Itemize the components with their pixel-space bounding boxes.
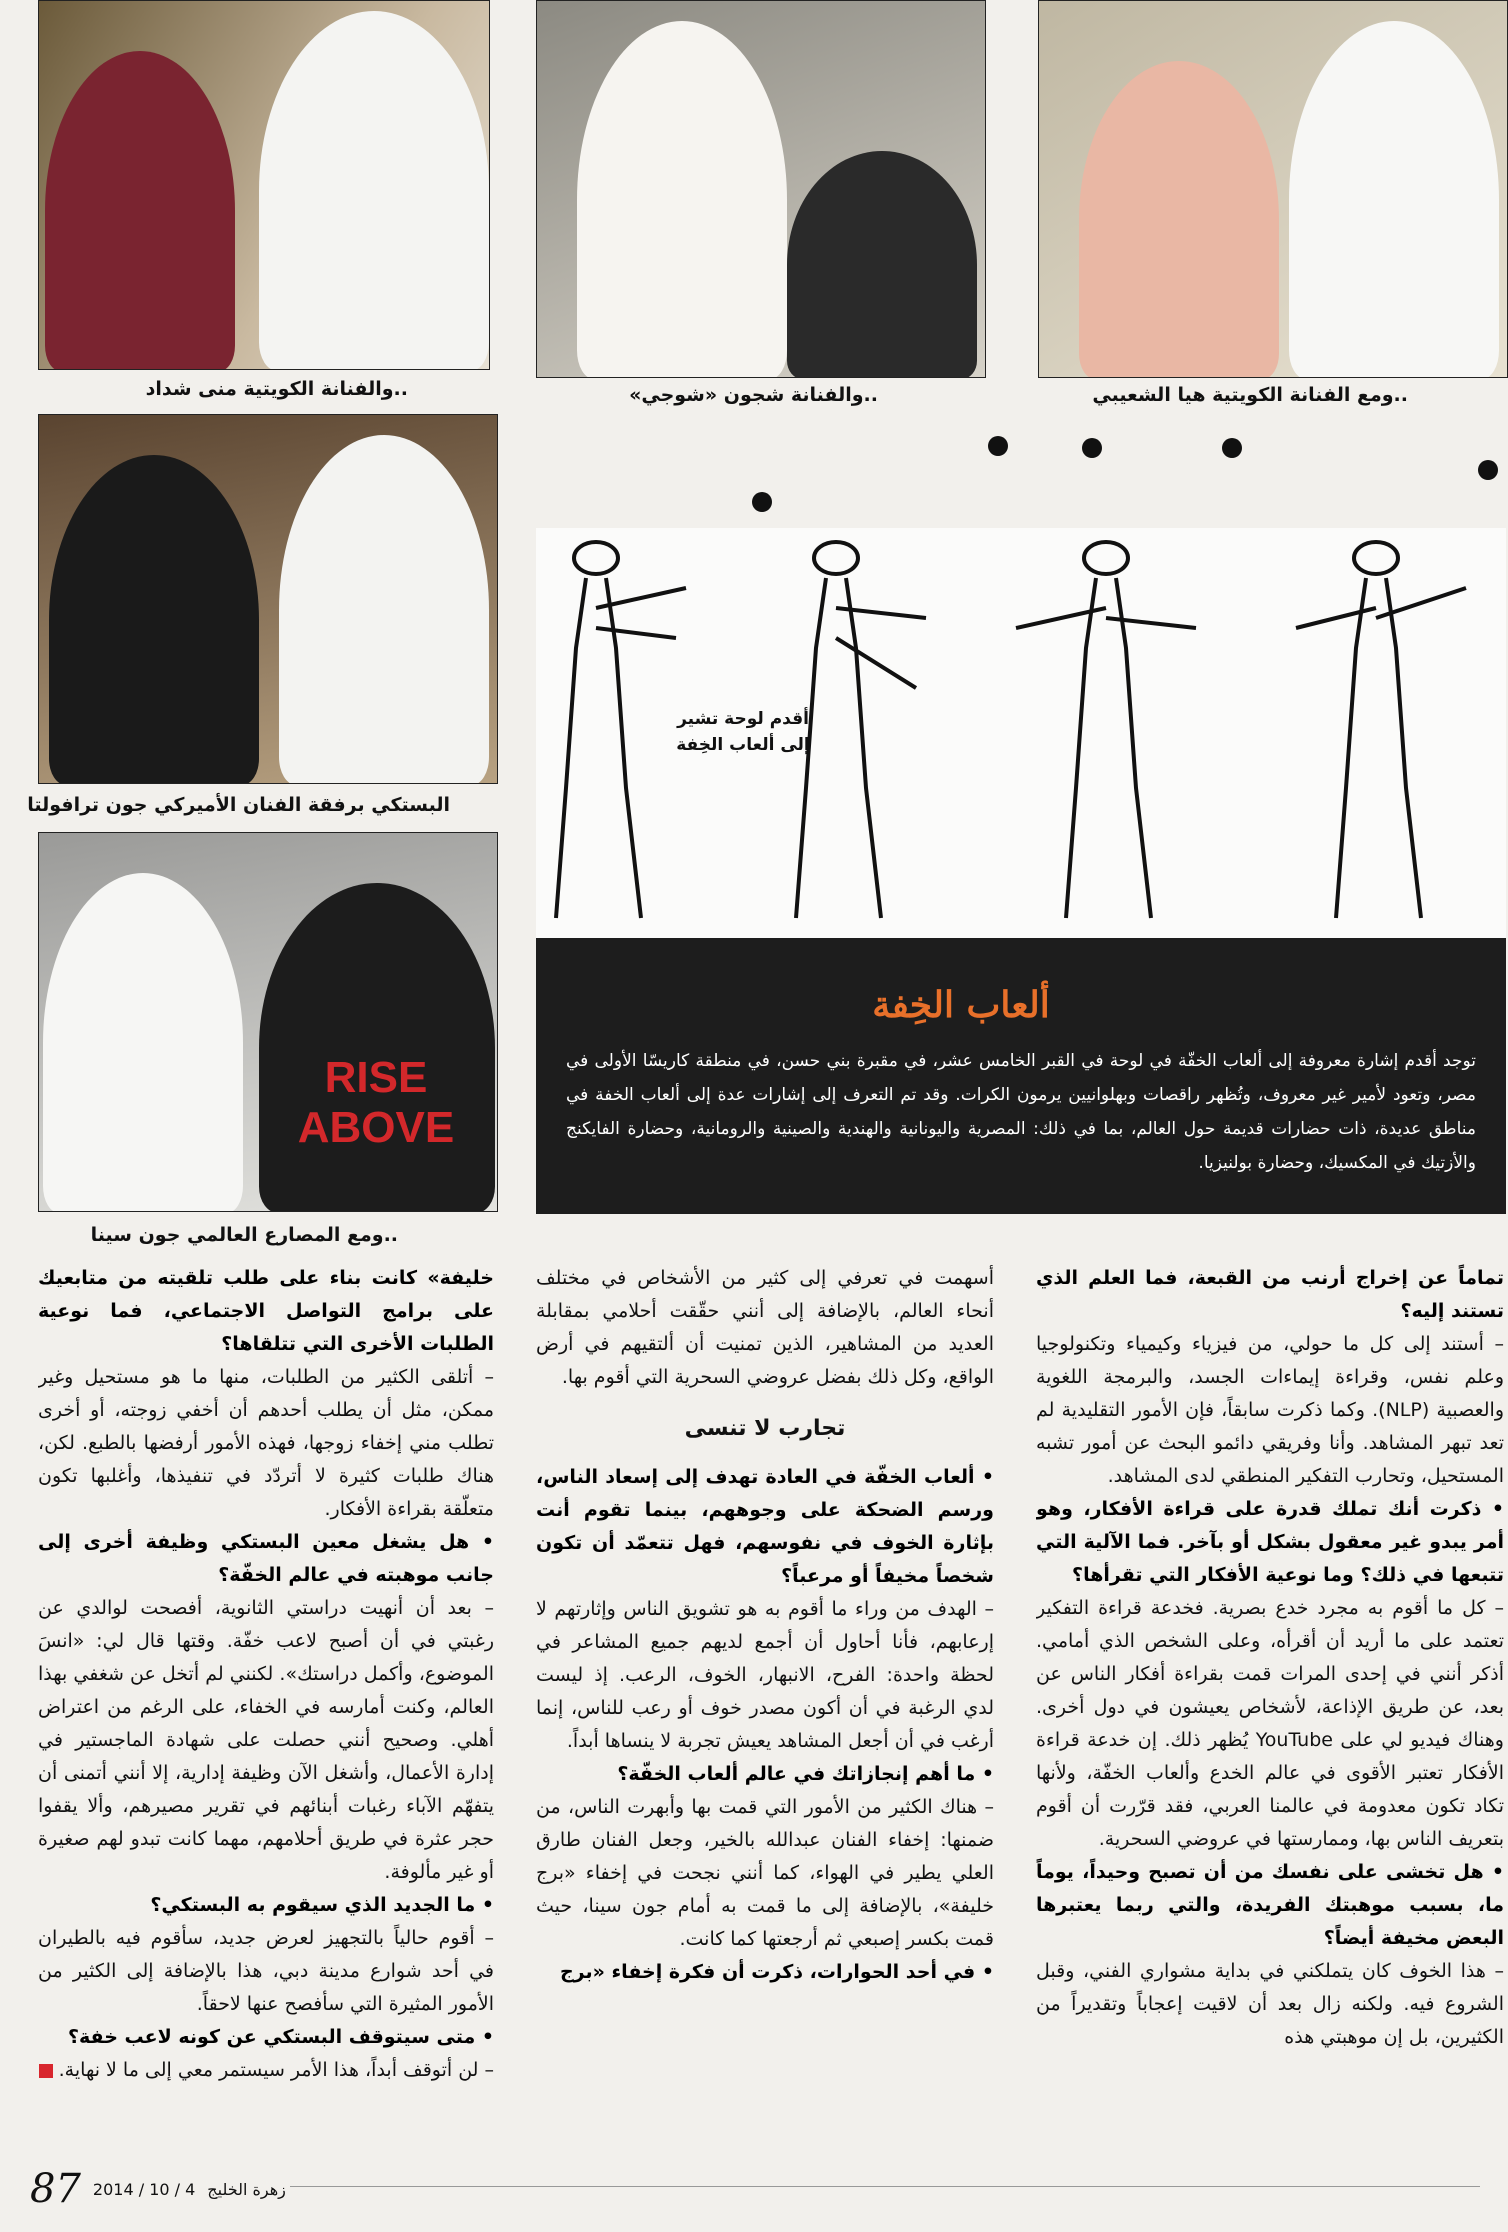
photo-john-travolta (38, 414, 498, 784)
sidebar-box (536, 938, 1506, 1214)
ball-dot (1222, 438, 1242, 458)
interview-answer: – لن أتوقف أبداً، هذا الأمر سيستمر معي إلى ما لا نهاية. (38, 2054, 494, 2087)
person-figure (1289, 21, 1499, 378)
interview-answer: أسهمت في تعرفي إلى كثير من الأشخاص في مختلف أنحاء العالم، بالإضافة إلى أنني حقّقت أحلامي بمقابلة العديد من المشاهير، الذين تمنيت أن ألتقيهم في أرض الواقع، وكل ذلك بفضل عروضي السحرية التي أقوم بها. (536, 1267, 994, 1388)
interview-question: • ما الجديد الذي سيقوم به البستكي؟ (150, 1894, 494, 1916)
caption-travolta: البستكي برفقة الفنان الأميركي جون ترافولتا (27, 794, 450, 816)
person-figure (259, 883, 495, 1212)
photo-shojy (536, 0, 986, 378)
shirt-print: RISE ABOVE (297, 1053, 455, 1152)
interview-question: • ذكرت أنك تملك قدرة على قراءة الأفكار، وهو أمر يبدو غير معقول بشكل أو بآخر. فما الآلية التي تتبعها في ذلك؟ وما نوعية الأفكار التي تقرأها؟ (1036, 1498, 1504, 1586)
person-figure (787, 151, 977, 378)
page-footer (30, 2166, 286, 2212)
box-title: ألعاب الخِفة (872, 984, 1050, 1026)
interview-question: • متى سيتوقف البستكي عن كونه لاعب خفة؟ (68, 2026, 494, 2048)
interview-answer: – كل ما أقوم به مجرد خدع بصرية. فخدعة قراءة التفكير تعتمد على ما أريد أن أقرأه، وعلى الشخص الذي أمامي. أذكر أنني في إحدى المرات قمت بقراءة أفكار الناس عن بعد، عن طريق الإذاعة، لأشخاص يعيشون في دول أخرى. وهناك فيديو لي على YouTube يُظهر ذلك. إن خدعة قراءة الأفكار تعتبر الأقوى في عالم الخدع وألعاب الخفّة، ولأنها تكاد تكون معدومة في عالمنا العربي، فقد قرّرت أن أقوم بتعريف الناس بها، وممارستها في عروضي السحرية. (1036, 1597, 1504, 1850)
box-body: توجد أقدم إشارة معروفة إلى ألعاب الخفّة في لوحة في القبر الخامس عشر، في مقبرة بني حسن، في منطقة كاريسّا الأولى في مصر، وتعود لأمير غير معروف، وتُظهر راقصات وبهلوانيين يرمون الكرات. وقد تم التعرف إلى إشارات عدة إلى ألعاب الخفة في مناطق عديدة، ذات حضارات قديمة حول العالم، بما في ذلك: المصرية واليونانية والهندية والصينية والرومانية، وحضارة الفايكنج والأزتيك في المكسيك، وحضارة بولنيزيا. (566, 1051, 1476, 1173)
caption-cena: ..ومع المصارع العالمي جون سينا (90, 1224, 398, 1246)
end-mark (39, 2064, 53, 2078)
ball-dot (1082, 438, 1102, 458)
interview-answer: – أتلقى الكثير من الطلبات، منها ما هو مستحيل وغير ممكن، مثل أن يطلب أحدهم أن أخفي زوجته، أو أخرى تطلب مني إخفاء زوجها، فهذه الأمور أرفضها بالطبع. لكن، هناك طلبات كثيرة لا أتردّد في تنفيذها، وأغلبها تكون متعلّقة بقراءة الأفكار. (38, 1366, 494, 1520)
column-left (38, 1262, 494, 2142)
person-figure (259, 11, 489, 370)
interview-question: تماماً عن إخراج أرنب من القبعة، فما العلم الذي تستند إليه؟ (1036, 1267, 1504, 1322)
interview-question: • ما أهم إنجازاتك في عالم ألعاب الخفّة؟ (617, 1763, 994, 1785)
interview-question: • ألعاب الخفّة في العادة تهدف إلى إسعاد الناس، ورسم الضحكة على وجوههم، بينما تقوم أنت بإثارة الخوف في نفوسهم، فهل تتعمّد أن تكون شخصاً مخيفاً أو مرعباً؟ (536, 1466, 994, 1587)
ball-dot (988, 436, 1008, 456)
person-figure (577, 21, 787, 378)
interview-question: خليفة» كانت بناء على طلب تلقيته من متابعيك على برامج التواصل الاجتماعي، فما نوعية الطلبات الأخرى التي تتلقاها؟ (38, 1267, 494, 1355)
interview-question: • هل يشغل معين البستكي وظيفة أخرى إلى جانب موهبته في عالم الخفّة؟ (38, 1531, 494, 1586)
issue-date: 2014 / 10 / 4 (92, 2179, 196, 2199)
interview-answer: – الهدف من وراء ما أقوم به هو تشويق الناس وإثارتهم لا إرعابهم، فأنا أحاول أن أجمع لديهم جميع المشاعر في لحظة واحدة: الفرح، الانبهار، الخوف، الرعب. إذ ليست لدي الرغبة في أن أكون مصدر خوف أو رعب للناس، إنما أرغب في أن أجعل المشاهد يعيش تجربة لا ينساها أبداً. (536, 1598, 994, 1752)
interview-answer: – بعد أن أنهيت دراستي الثانوية، أفصحت لوالدي عن رغبتي في أن أصبح لاعب خفّة. وقتها قال لي: «انسَ الموضوع، وأكمل دراستك». لكنني لم أتخل عن شغفي بهذا العالم، وكنت أمارسه في الخفاء، على الرغم من اعتراض أهلي. وصحيح أنني حصلت على شهادة الماجستير في إدارة الأعمال، وأشغل الآن وظيفة إدارية، إلا أنني أتمنى أن يتفهّم الآباء رغبات أبنائهم في تقرير مصيرهم، وألا يقفوا حجر عثرة في طريق أحلامهم، مهما كانت تبدو لهم صغيرة أو غير مألوفة. (38, 1597, 494, 1883)
interview-answer: – أستند إلى كل ما حولي، من فيزياء وكيمياء وتكنولوجيا وعلم نفس، وقراءة إيماءات الجسد، والبرمجة اللغوية والعصبية (NLP). وكما ذكرت سابقاً، فإن الأمور التقليدية لم تعد تبهر المشاهد. وأنا وفريقي دائمو البحث عن أمور تشبه المستحيل، وتحارب التفكير المنطقي لدى المشاهد. (1036, 1333, 1504, 1487)
interview-question: • في أحد الحوارات، ذكرت أن فكرة إخفاء «برج (559, 1961, 994, 1983)
person-figure (49, 455, 259, 784)
interview-question: • هل تخشى على نفسك من أن تصبح وحيداً، يوماً ما، بسبب موهبتك الفريدة، والتي ربما يعتبرها البعض مخيفة أيضاً؟ (1036, 1861, 1504, 1949)
column-middle (536, 1262, 994, 2142)
interview-answer: – هناك الكثير من الأمور التي قمت بها وأبهرت الناس، من ضمنها: إخفاء الفنان عبدالله بالخير، وجعل الفنان طارق العلي يطير في الهواء، كما أنني نجحت في إخفاء «برج خليفة»، بالإضافة إلى ما قمت به أمام جون سينا، حيث قمت بكسر إصبعي ثم أرجعتها كما كانت. (536, 1796, 994, 1950)
interview-answer: – هذا الخوف كان يتملكني في بداية مشواري الفني، وقبل الشروع فيه. ولكنه زال بعد أن لاقيت إعجاباً وتقديراً من الكثيرين، بل إن موهبتي هذه (1036, 1960, 1504, 2048)
magazine-name: زهرة الخليج (207, 2179, 286, 2199)
interview-answer: – أقوم حالياً بالتجهيز لعرض جديد، سأقوم فيه بالطيران في أحد شوارع مدينة دبي، هذا بالإضافة إلى الكثير من الأمور المثيرة التي سأفصح عنها لاحقاً. (38, 1927, 494, 2015)
photo-mona-shaddad (38, 0, 490, 370)
ball-dot (752, 492, 772, 512)
person-figure (1079, 61, 1279, 378)
footer-rule (290, 2186, 1480, 2187)
person-figure (45, 51, 235, 370)
caption-haya: ..ومع الفنانة الكويتية هيا الشعيبي (1092, 384, 1408, 406)
column-right (1036, 1262, 1504, 2142)
caption-shojy: ..والفنانة شجون «شوجي» (629, 384, 878, 406)
person-figure (43, 873, 243, 1212)
photo-haya-alshuaibi (1038, 0, 1508, 378)
page-number: 87 (30, 2166, 81, 2212)
ball-dot (1478, 460, 1498, 480)
person-figure (279, 435, 489, 784)
section-heading: تجارب لا تنسى (684, 1416, 846, 1441)
caption-mona: ..والفنانة الكويتية منى شداد (145, 378, 408, 400)
artwork-label: أقدم لوحة تشير إلى ألعاب الخِفة (676, 709, 810, 755)
photo-john-cena (38, 832, 498, 1212)
